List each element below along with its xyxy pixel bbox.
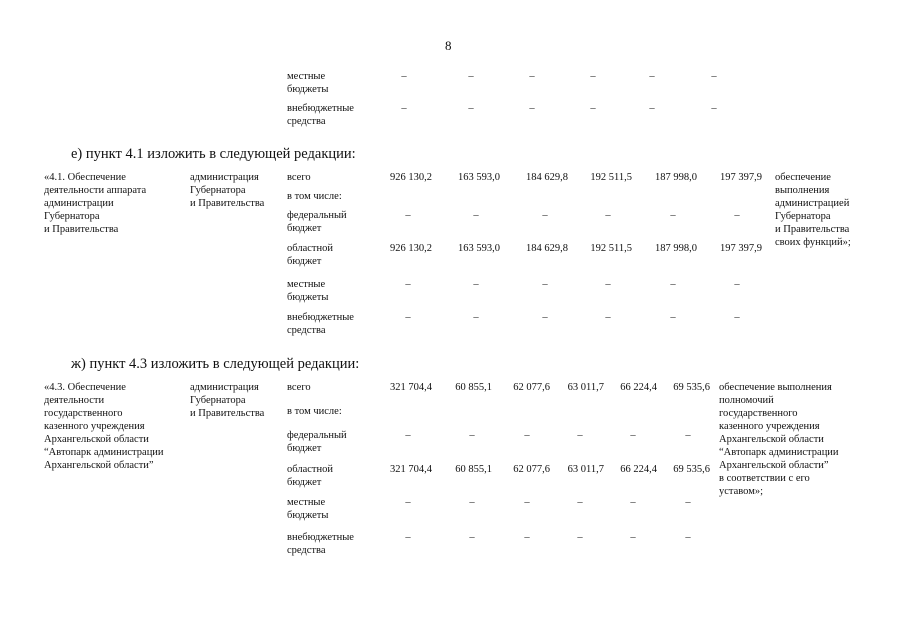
table-cell: – [524, 497, 530, 508]
expected-result: Архангельской области [719, 434, 824, 445]
page-number: 8 [445, 38, 452, 53]
table-cell: 69 535,6 [673, 382, 710, 393]
row-label: бюджет [287, 477, 322, 488]
table-cell: – [577, 497, 583, 508]
table-cell: 192 511,5 [590, 172, 632, 183]
table-cell: 192 511,5 [590, 243, 632, 254]
table-cell: – [734, 210, 740, 221]
table-cell: – [590, 71, 596, 82]
table-cell: – [685, 532, 691, 543]
expected-result: обеспечение выполнения [719, 382, 832, 393]
table-cell: – [524, 430, 530, 441]
table-cell: – [469, 430, 475, 441]
table-cell: 926 130,2 [390, 172, 432, 183]
table-cell: – [529, 71, 535, 82]
table-cell: – [670, 210, 676, 221]
table-cell: 197 397,9 [720, 172, 762, 183]
row-label: средства [287, 116, 326, 127]
row-label: федеральный [287, 430, 347, 441]
table-cell: – [577, 532, 583, 543]
expected-result: казенного учреждения [719, 421, 820, 432]
table-cell: – [401, 71, 407, 82]
section-heading-zh: ж) пункт 4.3 изложить в следующей редакции: [71, 356, 360, 372]
row-label: внебюджетные [287, 103, 354, 114]
table-cell: 187 998,0 [655, 172, 697, 183]
measure-name: деятельности [44, 395, 105, 406]
executor: администрация [190, 172, 259, 183]
row-label: в том числе: [287, 406, 342, 417]
table-cell: – [630, 532, 636, 543]
measure-name: Архангельской области” [44, 460, 154, 471]
table-cell: – [473, 312, 479, 323]
measure-name: «4.1. Обеспечение [44, 172, 126, 183]
row-label: в том числе: [287, 191, 342, 202]
section-heading-e: е) пункт 4.1 изложить в следующей редакции: [71, 146, 356, 162]
table-cell: – [630, 430, 636, 441]
table-cell: 66 224,4 [620, 382, 657, 393]
table-cell: – [542, 312, 548, 323]
expected-result: своих функций»; [775, 237, 851, 248]
row-label: средства [287, 545, 326, 556]
measure-name: “Автопарк администрации [44, 447, 164, 458]
table-cell: 63 011,7 [567, 382, 604, 393]
row-label: местные [287, 71, 326, 82]
table-cell: 62 077,6 [513, 464, 550, 475]
table-cell: – [469, 532, 475, 543]
expected-result: государственного [719, 408, 798, 419]
row-label: местные [287, 279, 326, 290]
table-cell: 321 704,4 [390, 464, 432, 475]
table-cell: 62 077,6 [513, 382, 550, 393]
table-cell: – [405, 532, 411, 543]
table-cell: 69 535,6 [673, 464, 710, 475]
table-cell: – [685, 497, 691, 508]
table-cell: – [524, 532, 530, 543]
table-cell: – [468, 71, 474, 82]
table-cell: – [605, 279, 611, 290]
table-cell: – [405, 430, 411, 441]
table-cell: – [405, 312, 411, 323]
executor: Губернатора [190, 395, 246, 406]
row-label: всего [287, 382, 311, 393]
expected-result: обеспечение [775, 172, 831, 183]
row-label: всего [287, 172, 311, 183]
row-label: федеральный [287, 210, 347, 221]
table-cell: – [401, 103, 407, 114]
measure-name: администрации [44, 198, 114, 209]
measure-name: государственного [44, 408, 123, 419]
table-cell: – [405, 279, 411, 290]
expected-result: уставом»; [719, 486, 764, 497]
table-cell: – [542, 210, 548, 221]
table-cell: 926 130,2 [390, 243, 432, 254]
measure-name: Архангельской области [44, 434, 149, 445]
table-cell: – [577, 430, 583, 441]
measure-name: казенного учреждения [44, 421, 145, 432]
executor: администрация [190, 382, 259, 393]
table-cell: – [605, 312, 611, 323]
table-cell: – [542, 279, 548, 290]
executor: и Правительства [190, 408, 265, 419]
table-cell: – [473, 279, 479, 290]
table-cell: – [685, 430, 691, 441]
table-cell: – [405, 497, 411, 508]
table-cell: 163 593,0 [458, 243, 500, 254]
table-cell: – [670, 279, 676, 290]
table-cell: – [590, 103, 596, 114]
table-cell: – [468, 103, 474, 114]
table-cell: 63 011,7 [567, 464, 604, 475]
expected-result: в соответствии с его [719, 473, 810, 484]
table-cell: 66 224,4 [620, 464, 657, 475]
expected-result: “Автопарк администрации [719, 447, 839, 458]
expected-result: Губернатора [775, 211, 831, 222]
measure-name: деятельности аппарата [44, 185, 147, 196]
table-cell: – [670, 312, 676, 323]
table-cell: – [711, 71, 717, 82]
row-label: бюджеты [287, 510, 329, 521]
table-cell: 60 855,1 [455, 382, 492, 393]
table-cell: 321 704,4 [390, 382, 432, 393]
row-label: внебюджетные [287, 312, 354, 323]
row-label: бюджеты [287, 84, 329, 95]
table-cell: 184 629,8 [526, 243, 568, 254]
table-cell: – [734, 279, 740, 290]
table-cell: – [630, 497, 636, 508]
measure-name: и Правительства [44, 224, 119, 235]
table-cell: – [405, 210, 411, 221]
measure-name: «4.3. Обеспечение [44, 382, 126, 393]
table-cell: – [529, 103, 535, 114]
measure-name: Губернатора [44, 211, 100, 222]
table-cell: – [469, 497, 475, 508]
table-cell: – [473, 210, 479, 221]
expected-result: администрацией [775, 198, 850, 209]
row-label: бюджеты [287, 292, 329, 303]
table-cell: 187 998,0 [655, 243, 697, 254]
row-label: бюджет [287, 256, 322, 267]
table-cell: 184 629,8 [526, 172, 568, 183]
expected-result: полномочий [719, 395, 774, 406]
table-cell: – [649, 103, 655, 114]
executor: Губернатора [190, 185, 246, 196]
expected-result: и Правительства [775, 224, 850, 235]
row-label: бюджет [287, 223, 322, 234]
table-cell: 60 855,1 [455, 464, 492, 475]
table-cell: – [734, 312, 740, 323]
table-cell: – [711, 103, 717, 114]
table-cell: – [649, 71, 655, 82]
executor: и Правительства [190, 198, 265, 209]
row-label: областной [287, 243, 333, 254]
expected-result: Архангельской области” [719, 460, 829, 471]
table-cell: – [605, 210, 611, 221]
expected-result: выполнения [775, 185, 830, 196]
row-label: местные [287, 497, 326, 508]
row-label: внебюджетные [287, 532, 354, 543]
row-label: бюджет [287, 443, 322, 454]
row-label: средства [287, 325, 326, 336]
table-cell: 163 593,0 [458, 172, 500, 183]
row-label: областной [287, 464, 333, 475]
table-cell: 197 397,9 [720, 243, 762, 254]
